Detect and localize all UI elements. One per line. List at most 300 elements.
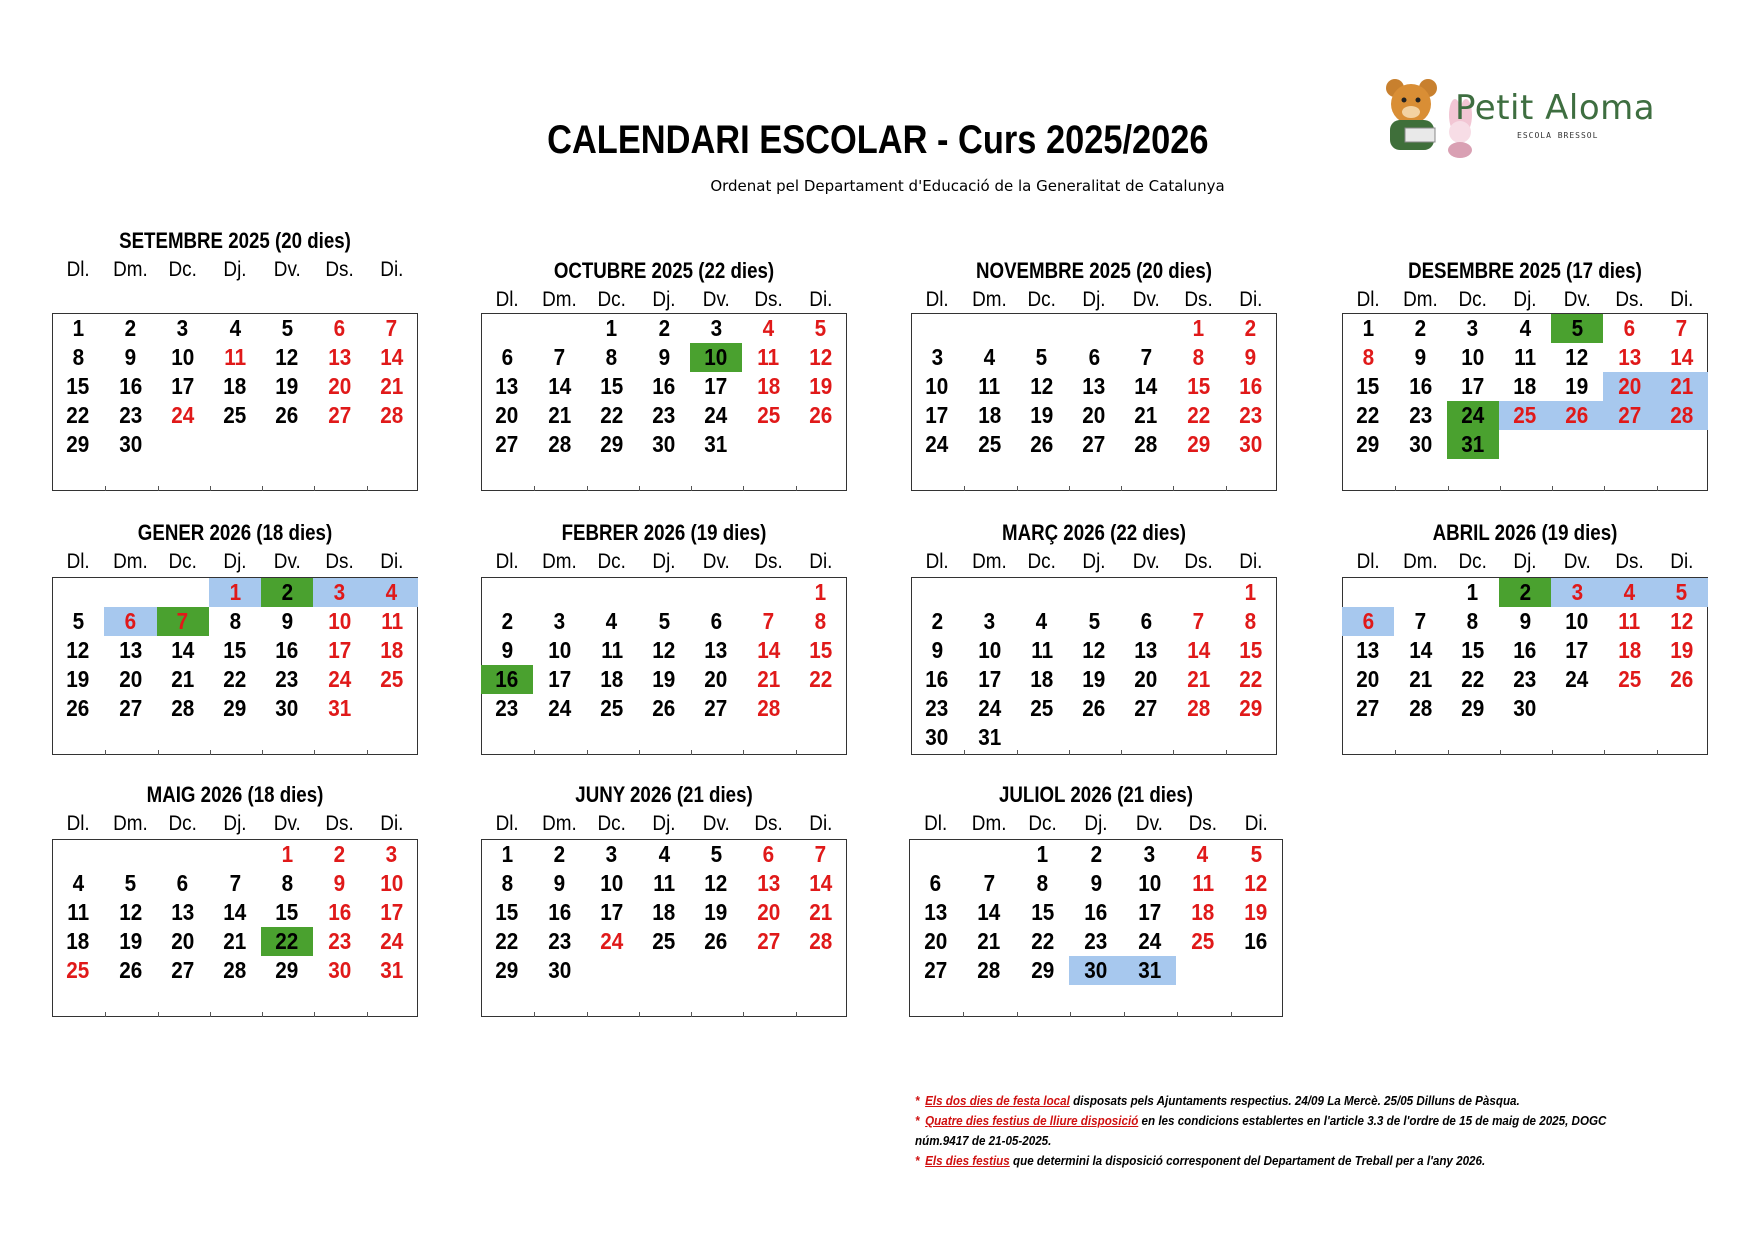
weekday-label: Di. [1670,288,1694,311]
day-cell: 2 [333,841,346,867]
month-title: GENER 2026 (18 dies) [137,520,333,545]
day-cell: 26 [275,402,299,428]
day-cell: 11 [1191,870,1214,896]
weekday-label: Dc. [168,812,197,835]
weekday-label: Dc. [168,550,197,573]
day-cell: 6 [176,870,189,896]
day-cell: 3 [710,315,723,341]
day-cell: 23 [1084,928,1108,954]
day-cell: 20 [1082,402,1106,428]
day-cell: 3 [313,578,365,607]
weekday-label: Dj. [1082,550,1106,573]
day-cell: 31 [380,957,404,983]
day-cell: 17 [328,637,352,663]
day-cell: 15 [495,899,519,925]
day-cell: 15 [1461,637,1485,663]
weekday-label: Ds. [1184,288,1213,311]
month-title: JULIOL 2026 (21 dies) [998,782,1194,807]
day-cell: 22 [1031,928,1055,954]
day-cell: 25 [652,928,676,954]
day-cell: 7 [553,344,566,370]
weekday-label: Dv. [1135,812,1163,835]
day-cell: 22 [600,402,624,428]
day-cell: 9 [553,870,566,896]
day-cell: 26 [652,695,676,721]
day-cell: 10 [1137,870,1161,896]
weekday-header [909,812,1283,836]
weekday-label: Dm. [113,550,148,573]
day-cell: 27 [1356,695,1380,721]
weekday-label: Dm. [542,550,577,573]
day-cell: 31 [704,431,728,457]
day-cell: 8 [815,608,827,634]
day-cell: 8 [1036,870,1049,896]
day-cell: 11 [380,608,403,634]
day-cell: 4 [658,841,670,867]
day-cell: 25 [600,695,624,721]
weekday-label: Di. [380,812,404,835]
day-cell: 27 [118,695,142,721]
day-cell: 22 [1461,666,1485,692]
day-cell: 2 [931,608,943,634]
day-cell: 7 [1140,344,1153,370]
month-title: OCTUBRE 2025 (22 dies) [553,258,775,283]
weekday-label: Dl. [66,258,90,281]
day-cell: 29 [1031,957,1055,983]
day-cell: 30 [1513,695,1537,721]
day-cell: 12 [1565,344,1589,370]
day-cell: 13 [328,344,352,370]
day-cell: 2 [1499,578,1551,607]
day-cell: 13 [1082,373,1106,399]
day-cell: 22 [1356,402,1380,428]
page-title: CALENDARI ESCOLAR - Curs 2025/2026 [547,118,1209,162]
day-cell: 17 [171,373,195,399]
day-cell: 21 [809,899,833,925]
day-cell: 27 [757,928,781,954]
day-cell: 19 [652,666,676,692]
day-cell: 21 [380,373,404,399]
day-cell: 18 [600,666,624,692]
day-cell: 12 [66,637,90,663]
day-cell: 25 [757,402,781,428]
day-cell: 9 [1414,344,1427,370]
day-cell: 9 [1090,870,1102,896]
day-cell: 16 [1244,928,1268,954]
day-cell: 15 [223,637,247,663]
day-cell: 24 [600,928,624,954]
weekday-label: Dv. [1132,288,1160,311]
day-cell: 12 [118,899,142,925]
weekday-header [1342,288,1708,312]
day-cell: 14 [1187,637,1211,663]
day-cell: 3 [983,608,996,634]
day-cell: 19 [1082,666,1106,692]
weekday-label: Dc. [168,258,197,281]
weekday-label: Dl. [1356,550,1380,573]
day-cell: 6 [333,315,346,341]
day-cell: 20 [171,928,195,954]
weekday-label: Dv. [702,812,730,835]
day-cell: 18 [223,373,247,399]
day-cell: 14 [547,373,571,399]
day-cell: 2 [553,841,566,867]
day-cell: 26 [66,695,90,721]
weekday-header [1342,550,1708,574]
day-cell: 10 [925,373,949,399]
logo-subtitle: ESCOLA BRESSOL [1517,131,1599,140]
day-cell: 19 [1244,899,1268,925]
day-cell: 2 [1090,841,1102,867]
month-title: FEBRER 2026 (19 dies) [561,520,767,545]
day-cell: 2 [261,578,313,607]
weekday-label: Di. [1670,550,1694,573]
weekday-label: Dl. [1356,288,1380,311]
weekday-label: Dj. [652,812,676,835]
day-cell: 9 [1245,344,1257,370]
day-cell: 3 [931,344,943,370]
day-cell: 7 [1192,608,1205,634]
day-cell: 13 [704,637,728,663]
day-cell: 20 [1134,666,1158,692]
day-cell: 1 [209,578,261,607]
day-cell: 18 [977,402,1001,428]
weekday-label: Ds. [1615,550,1644,573]
day-cell: 6 [501,344,513,370]
day-cell: 1 [501,841,513,867]
day-cell: 23 [547,928,571,954]
day-cell: 5 [1551,314,1603,343]
day-cell: 22 [1187,402,1211,428]
month-title: MARÇ 2026 (22 dies) [1002,520,1186,545]
day-cell: 17 [380,899,404,925]
day-cell: 14 [977,899,1001,925]
weekday-label: Dj. [652,550,676,573]
day-cell: 6 [1623,315,1636,341]
day-cell: 13 [1356,637,1380,663]
weekday-header [52,258,418,282]
day-cell: 11 [653,870,675,896]
day-cell: 14 [1408,637,1432,663]
day-cell: 14 [171,637,195,663]
day-cell: 9 [124,344,137,370]
day-cell: 21 [1408,666,1432,692]
day-cell: 26 [1670,666,1694,692]
weekday-label: Dm. [971,812,1007,835]
day-cell: 27 [1603,401,1655,430]
day-cell: 5 [72,608,84,634]
day-cell: 2 [658,315,670,341]
day-cell: 29 [1187,431,1211,457]
day-cell: 25 [1030,695,1054,721]
day-cell: 5 [710,841,723,867]
day-cell: 31 [1123,956,1176,985]
weekday-label: Dj. [223,258,247,281]
day-cell: 26 [118,957,142,983]
day-cell: 22 [223,666,247,692]
weekday-label: Ds. [754,288,783,311]
day-cell: 28 [380,402,404,428]
day-cell: 19 [1565,373,1589,399]
weekday-label: Dv. [1563,550,1591,573]
day-cell: 5 [1035,344,1048,370]
day-cell: 17 [1565,637,1589,663]
day-cell: 29 [66,431,90,457]
day-cell: 11 [224,344,246,370]
weekday-label: Di. [380,258,404,281]
day-cell: 24 [925,431,949,457]
day-cell: 28 [757,695,781,721]
day-cell: 25 [1191,928,1215,954]
day-cell: 10 [690,343,742,372]
day-cell: 1 [1362,315,1374,341]
weekday-label: Dm. [542,288,577,311]
day-cell: 25 [223,402,247,428]
weekday-header [481,288,847,312]
weekday-label: Dl. [495,550,519,573]
day-cell: 10 [1565,608,1589,634]
day-cell: 29 [600,431,624,457]
day-cell: 11 [1618,608,1641,634]
day-cell: 9 [281,608,294,634]
day-cell: 15 [1031,899,1055,925]
weekday-label: Di. [809,550,833,573]
day-cell: 17 [1461,373,1485,399]
day-cell: 30 [1408,431,1432,457]
day-cell: 13 [495,373,519,399]
weekday-label: Dc. [597,288,626,311]
weekday-label: Dm. [1403,288,1438,311]
day-cell: 28 [223,957,247,983]
day-cell: 5 [1088,608,1100,634]
day-cell: 9 [658,344,670,370]
day-cell: 16 [1408,373,1432,399]
day-cell: 16 [1084,899,1108,925]
day-cell: 12 [1082,637,1106,663]
day-cell: 12 [704,870,728,896]
day-cell: 23 [495,695,519,721]
day-cell: 20 [118,666,142,692]
day-cell: 26 [1030,431,1054,457]
day-cell: 13 [171,899,195,925]
day-cell: 29 [1356,431,1380,457]
day-cell: 10 [977,637,1001,663]
day-cell: 11 [1514,344,1536,370]
day-cell: 4 [1197,841,1209,867]
day-cell: 21 [1134,402,1158,428]
day-cell: 25 [1618,666,1642,692]
day-cell: 30 [118,431,142,457]
day-cell: 13 [924,899,948,925]
day-cell: 3 [1143,841,1156,867]
day-cell: 25 [1499,401,1551,430]
day-cell: 20 [1356,666,1380,692]
day-cell: 13 [757,870,781,896]
weekday-label: Ds. [1615,288,1644,311]
day-cell: 23 [1513,666,1537,692]
day-cell: 15 [600,373,624,399]
day-cell: 4 [762,315,775,341]
day-cell: 24 [328,666,352,692]
day-cell: 28 [977,957,1001,983]
day-cell: 14 [223,899,247,925]
day-cell: 6 [1342,607,1394,636]
weekday-label: Dc. [1458,550,1487,573]
weekday-header [911,550,1277,574]
day-cell: 21 [757,666,781,692]
day-cell: 1 [1245,579,1257,605]
day-cell: 23 [118,402,142,428]
day-cell: 10 [328,608,352,634]
day-cell: 7 [815,841,827,867]
day-cell: 23 [925,695,949,721]
day-cell: 4 [1519,315,1531,341]
day-cell: 17 [925,402,949,428]
day-cell: 1 [1466,579,1479,605]
day-cell: 18 [1191,899,1215,925]
day-cell: 30 [1239,431,1263,457]
day-cell: 30 [1069,956,1122,985]
day-cell: 11 [67,899,90,925]
day-cell: 4 [229,315,241,341]
day-cell: 11 [1030,637,1053,663]
day-cell: 2 [1414,315,1427,341]
footnote-item: * Els dies festius que determini la disposició corresponent del Departament de Treball per a l'any 2026. [915,1154,1486,1168]
footnote-item: * Quatre dies festius de lliure disposició en les condicions establertes en l'article 3.3 de l'ordre de 15 de maig de 2025, DOGC núm.9417 de 21-05-2025. [915,1114,1607,1148]
day-cell: 5 [815,315,827,341]
day-cell: 21 [977,928,1001,954]
weekday-label: Dj. [223,812,247,835]
day-cell: 27 [171,957,195,983]
day-cell: 17 [977,666,1001,692]
page-subtitle: Ordenat pel Departament d'Educació de la Generalitat de Catalunya [710,177,1225,195]
weekday-label: Di. [1239,288,1263,311]
day-cell: 5 [1656,578,1708,607]
weekday-label: Dv. [273,812,301,835]
day-cell: 3 [176,315,189,341]
month-title: ABRIL 2026 (19 dies) [1432,520,1618,545]
day-cell: 6 [762,841,775,867]
day-cell: 25 [977,431,1001,457]
month-title: MAIG 2026 (18 dies) [146,782,324,807]
day-cell: 18 [757,373,781,399]
weekday-label: Dj. [1513,288,1537,311]
day-cell: 24 [380,928,404,954]
day-cell: 8 [229,608,241,634]
day-cell: 23 [652,402,676,428]
day-cell: 10 [380,870,404,896]
day-cell: 20 [495,402,519,428]
day-cell: 24 [704,402,728,428]
day-cell: 4 [605,608,618,634]
day-cell: 7 [386,315,398,341]
day-cell: 31 [328,695,352,721]
day-cell: 24 [1137,928,1161,954]
day-cell: 3 [605,841,618,867]
day-cell: 28 [1656,401,1708,430]
day-cell: 20 [757,899,781,925]
day-cell: 9 [1519,608,1531,634]
day-cell: 1 [72,315,84,341]
day-cell: 15 [1187,373,1211,399]
day-cell: 25 [66,957,90,983]
weekday-label: Dl. [925,550,949,573]
weekday-label: Dl. [925,288,949,311]
day-cell: 22 [809,666,833,692]
weekday-label: Dj. [1082,288,1106,311]
day-cell: 27 [704,695,728,721]
weekday-label: Dc. [1027,288,1056,311]
day-cell: 26 [1551,401,1603,430]
weekday-label: Di. [1244,812,1268,835]
day-cell: 19 [809,373,833,399]
weekday-label: Dj. [1084,812,1108,835]
day-cell: 30 [275,695,299,721]
day-cell: 21 [1187,666,1211,692]
day-cell: 28 [1408,695,1432,721]
day-cell: 10 [547,637,571,663]
day-cell: 20 [704,666,728,692]
day-cell: 13 [1134,637,1158,663]
weekday-label: Di. [809,288,833,311]
day-cell: 29 [1239,695,1263,721]
day-cell: 31 [977,724,1001,750]
day-cell: 31 [1447,430,1499,459]
weekday-label: Ds. [1184,550,1213,573]
weekday-label: Dj. [223,550,247,573]
month-title: SETEMBRE 2025 (20 dies) [119,228,351,253]
day-cell: 1 [1192,315,1205,341]
day-cell: 24 [1447,401,1499,430]
day-cell: 10 [1461,344,1485,370]
day-cell: 18 [1618,637,1642,663]
day-cell: 7 [229,870,241,896]
weekday-label: Dl. [495,288,519,311]
day-cell: 15 [1356,373,1380,399]
day-cell: 16 [925,666,949,692]
day-cell: 16 [481,665,533,694]
day-cell: 12 [809,344,833,370]
day-cell: 14 [1134,373,1158,399]
day-cell: 14 [380,344,404,370]
day-cell: 19 [118,928,142,954]
day-cell: 4 [1603,578,1655,607]
day-cell: 17 [600,899,624,925]
day-cell: 8 [605,344,618,370]
weekday-label: Dc. [1028,812,1057,835]
day-cell: 26 [1082,695,1106,721]
weekday-label: Ds. [754,812,783,835]
month-title: DESEMBRE 2025 (17 dies) [1408,258,1642,283]
day-cell: 7 [157,607,209,636]
day-cell: 30 [652,431,676,457]
day-cell: 8 [1466,608,1479,634]
day-cell: 17 [1137,899,1161,925]
day-cell: 17 [704,373,728,399]
day-cell: 7 [983,870,995,896]
day-cell: 29 [223,695,247,721]
day-cell: 7 [1676,315,1688,341]
day-cell: 12 [1670,608,1694,634]
day-cell: 10 [171,344,195,370]
weekday-label: Dc. [597,550,626,573]
footnotes [915,1091,1659,1171]
day-cell: 26 [809,402,833,428]
day-cell: 12 [275,344,299,370]
weekday-label: Dm. [542,812,577,835]
weekday-label: Ds. [754,550,783,573]
day-cell: 27 [495,431,519,457]
